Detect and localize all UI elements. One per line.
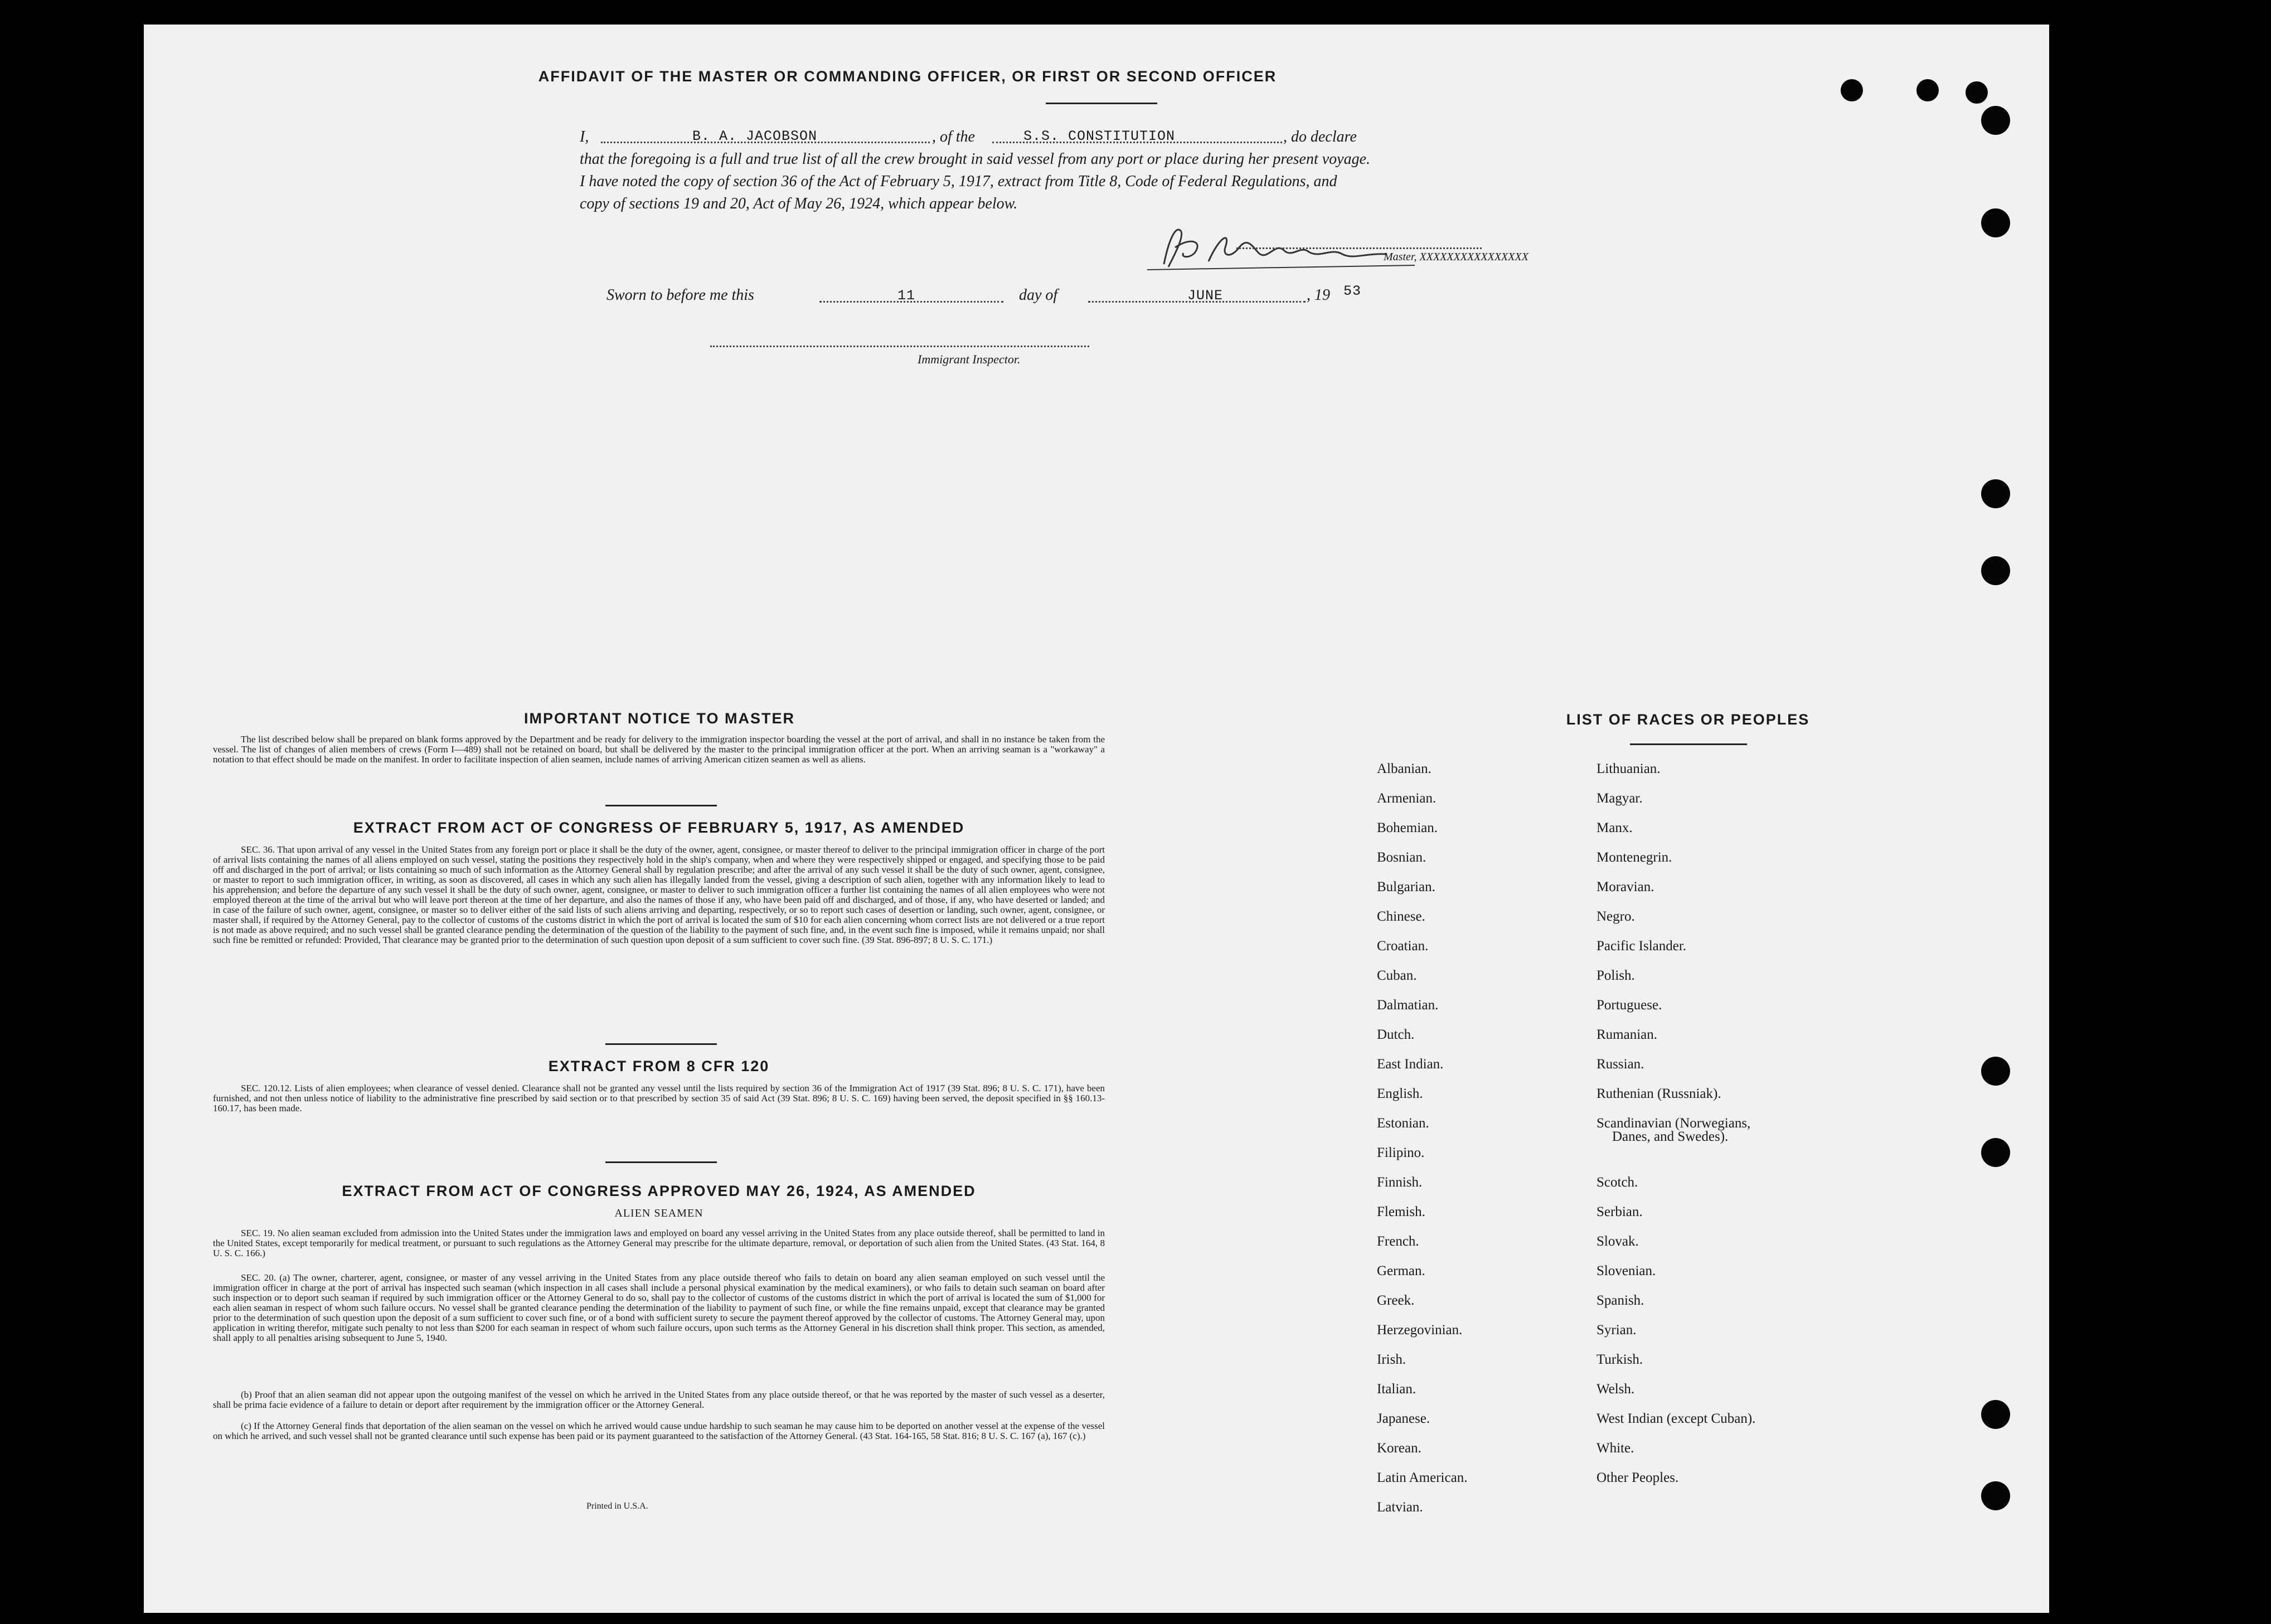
race-item: Polish. xyxy=(1597,968,1635,983)
of-the-label: , of the xyxy=(932,128,975,145)
race-item: Herzegovinian. xyxy=(1377,1322,1463,1338)
notice-body: The list described below shall be prepared on blank forms approved by the Department and be ready for delivery to the immigration inspector boarding the vessel at the port of arrival, and shall in no instance be taken from the vessel. The list of changes of alien members of crews (Form I—489) shall not be retained on board, but shall be delivered by the master to the principal immigration officer at the port. When an arriving seaman is a "workaway" a notation to that effect should be made on the manifest. In order to facilitate inspection of alien seamen, include names of arriving American citizen seamen as well as aliens. xyxy=(213,734,1105,765)
race-item: Turkish. xyxy=(1597,1352,1643,1367)
race-item: Slovenian. xyxy=(1597,1263,1656,1278)
year-prefix: , 19 xyxy=(1307,286,1330,304)
race-item: Chinese. xyxy=(1377,909,1425,924)
race-item: Finnish. xyxy=(1377,1175,1423,1190)
sworn-day-field: 11 xyxy=(897,288,916,304)
punch-hole xyxy=(1916,79,1939,101)
race-item: Portuguese. xyxy=(1597,998,1662,1013)
signature-dotted-line xyxy=(1236,247,1482,249)
race-item: Welsh. xyxy=(1597,1382,1635,1397)
race-item: Moravian. xyxy=(1597,879,1654,894)
extract-1924-sec20a: SEC. 20. (a) The owner, charterer, agent, consignee, or master of any vessel arriving in the United States from any place outside thereof who fails to detain on board any alien seaman employed on such vessel until the immigration officer in charge at the port of arrival has inspected such seaman (which inspection in all cases shall include a personal physical examination by the medical examiners), or who fails to detain such seaman on board after such inspection or to deport such seaman if required by such immigration officer or the Attorney General to do so, shall pay to the collector of customs of the customs district in which the port of arrival is located the sum of $1,000 for each alien seaman in respect of whom such failure occurs. No vessel shall be granted clearance pending the determination of the liability to payment of such fine, or while the fine remains unpaid, except that clearance may be granted prior to the determination of such question upon the deposit of a sum sufficient to cover such fine, or of a bond with sufficient surety to secure the payment thereof approved by the collector of customs. The Attorney General may, upon application in writing therefor, mitigate such penalty to not less than $200 for each seaman in respect of whom such failure occurs, upon such terms as the Attorney General in his discretion shall think proper. This section, as amended, shall apply to all penalties arising subsequent to June 5, 1940. xyxy=(213,1272,1105,1343)
section-rule xyxy=(605,805,717,806)
extract-1917-body: SEC. 36. That upon arrival of any vessel in the United States from any foreign port or place it shall be the duty of the owner, agent, consignee, or master thereof to deliver to the principal immigration officer in charge of the port of arrival lists containing the names of all aliens employed on such vessel, stating the positions they respectively hold in the ship's company, when and where they were respectively shipped or engaged, and specifying those to be paid off and discharged in the port of arrival; or lists containing so much of such information as the Attorney General shall by regulation prescribe; and after the arrival of any such vessel it shall be the duty of such owner, agent, consignee, or master to report to such immigration officer, in writing, as soon as discovered, all cases in which any such alien has illegally landed from the vessel, giving a description of such alien, together with any information likely to lead to his apprehension; and before the departure of any such vessel it shall be the duty of such owner, agent, consignee, or master to deliver to such immigration officer a further list containing the names of all alien employees who were not employed thereon at the time of the arrival but who will leave port thereon at the time of her departure, and also the names of those if any, who have been paid off and discharged, and of those, if any, who have deserted or landed; and in case of the failure of such owner, agent, consignee, or master so to deliver either of the said lists of such aliens arriving and departing, respectively, or so to report such cases of desertion or landing, such owner, agent, consignee, or master shall, if required by the Attorney General, pay to the collector of customs of the customs district in which the port of arrival is located the sum of $10 for each alien concerning whom correct lists are not delivered or a true report is not made as above required; and no such vessel shall be granted clearance pending the determination of the question of the liability to the payment of such fine, and, in the event such fine is imposed, while it remains unpaid; nor shall such fine be remitted or refunded: Provided, That clearance may be granted prior to the determination of such question upon deposit of a sum sufficient to cover such fine. (39 Stat. 896-897; 8 U. S. C. 171.) xyxy=(213,844,1105,945)
punch-hole xyxy=(1981,479,2010,508)
extract-1924-sec20b: (b) Proof that an alien seaman did not appear upon the outgoing manifest of the vessel on which he arrived in the United States from any place outside thereof, or that he was reported by the master of such vessel as a deserter, shall be prima facie evidence of a failure to detain or deport after requirement by the immigration officer or the Attorney General. xyxy=(213,1389,1105,1410)
sworn-year-field: 53 xyxy=(1343,283,1362,299)
race-item: Pacific Islander. xyxy=(1597,939,1687,954)
race-item: Ruthenian (Russniak). xyxy=(1597,1086,1721,1101)
race-item: Scotch. xyxy=(1597,1175,1638,1190)
race-item: East Indian. xyxy=(1377,1057,1444,1072)
extract-1917-title: EXTRACT FROM ACT OF CONGRESS OF FEBRUARY 5, 1917, AS AMENDED xyxy=(353,819,965,836)
race-item: Bosnian. xyxy=(1377,850,1426,865)
race-item: Cuban. xyxy=(1377,968,1417,983)
race-item: Irish. xyxy=(1377,1352,1406,1367)
race-item: Serbian. xyxy=(1597,1204,1643,1219)
race-item: Slovak. xyxy=(1597,1234,1639,1249)
section-rule xyxy=(605,1161,717,1163)
race-item: Manx. xyxy=(1597,820,1633,835)
affidavit-line-4: copy of sections 19 and 20, Act of May 26, 1924, which appear below. xyxy=(580,195,1018,212)
race-item: Dalmatian. xyxy=(1377,998,1439,1013)
punch-hole xyxy=(1981,1481,2010,1510)
race-item: Latin American. xyxy=(1377,1470,1468,1485)
race-item: Other Peoples. xyxy=(1597,1470,1679,1485)
punch-hole xyxy=(1981,1138,2010,1167)
punch-hole xyxy=(1981,1057,2010,1086)
extract-1924-title: EXTRACT FROM ACT OF CONGRESS APPROVED MAY 26, 1924, AS AMENDED xyxy=(342,1183,976,1199)
inspector-label: Immigrant Inspector. xyxy=(918,352,1021,366)
race-item: Armenian. xyxy=(1377,791,1437,806)
punch-hole xyxy=(1981,106,2010,135)
race-item: Greek. xyxy=(1377,1293,1415,1308)
race-item: Filipino. xyxy=(1377,1145,1425,1160)
extract-1924-sec20c: (c) If the Attorney General finds that deportation of the alien seaman on the vessel on which he arrived would cause undue hardship to such seaman he may cause him to be deported on another vessel at the expense of the vessel on which he arrived, and such vessel shall not be granted clearance until such expense has been paid or its payment guaranteed to the satisfaction of the Attorney General. (43 Stat. 164-165, 58 Stat. 816; 8 U. S. C. 167 (a), 167 (c).) xyxy=(213,1421,1105,1441)
race-item: Lithuanian. xyxy=(1597,761,1661,776)
extract-cfr-title: EXTRACT FROM 8 CFR 120 xyxy=(548,1058,770,1074)
sworn-label: Sworn to before me this xyxy=(606,286,754,304)
race-item: Montenegrin. xyxy=(1597,850,1672,865)
race-item: White. xyxy=(1597,1441,1634,1456)
document-page xyxy=(144,25,2049,1613)
race-item: Syrian. xyxy=(1597,1322,1637,1338)
sworn-month-field: JUNE xyxy=(1187,288,1224,304)
races-rule xyxy=(1630,743,1747,745)
affidavit-line-2: that the foregoing is a full and true list of all the crew brought in said vessel from any port or place during her present voyage. xyxy=(580,150,1371,168)
affidavit-title: AFFIDAVIT OF THE MASTER OR COMMANDING OFFICER, OR FIRST OR SECOND OFFICER xyxy=(538,68,1277,85)
race-item: Bulgarian. xyxy=(1377,879,1435,894)
race-item: West Indian (except Cuban). xyxy=(1597,1411,1756,1426)
race-item: Russian. xyxy=(1597,1057,1644,1072)
race-item: Negro. xyxy=(1597,909,1635,924)
race-item: Croatian. xyxy=(1377,939,1429,954)
race-item: Japanese. xyxy=(1377,1411,1430,1426)
master-name-field: B. A. JACOBSON xyxy=(692,128,818,144)
title-rule xyxy=(1046,103,1157,104)
race-item: Estonian. xyxy=(1377,1116,1429,1131)
race-item: German. xyxy=(1377,1263,1425,1278)
race-item: Danes, and Swedes). xyxy=(1612,1129,1729,1144)
race-item: Bohemian. xyxy=(1377,820,1438,835)
extract-cfr-body: SEC. 120.12. Lists of alien employees; when clearance of vessel denied. Clearance shall not be granted any vessel until the lists required by section 36 of the Immigration Act of 1917 (39 Stat. 896; 8 U. S. C. 171), have been furnished, and not then unless notice of liability to the administrative fine prescribed by said section or to that prescribed by section 35 of said Act (39 Stat. 896; 8 U. S. C. 169) having been served, the deposit specified in §§ 160.13-160.17, has been made. xyxy=(213,1083,1105,1114)
race-item: Magyar. xyxy=(1597,791,1643,806)
race-item: Dutch. xyxy=(1377,1027,1415,1042)
punch-hole xyxy=(1981,208,2010,237)
race-item: Korean. xyxy=(1377,1441,1421,1456)
section-rule xyxy=(605,1043,717,1045)
punch-hole xyxy=(1981,1400,2010,1429)
do-declare-label: , do declare xyxy=(1283,128,1357,145)
race-item: Latvian. xyxy=(1377,1500,1423,1515)
punch-hole xyxy=(1966,81,1988,104)
printed-in-usa: Printed in U.S.A. xyxy=(586,1501,648,1511)
race-item: Rumanian. xyxy=(1597,1027,1658,1042)
races-title: LIST OF RACES OR PEOPLES xyxy=(1566,711,1810,728)
inspector-signature-line xyxy=(710,346,1089,347)
punch-hole xyxy=(1841,79,1863,101)
notice-title: IMPORTANT NOTICE TO MASTER xyxy=(524,710,795,727)
race-item: Italian. xyxy=(1377,1382,1416,1397)
race-item: English. xyxy=(1377,1086,1423,1101)
race-item: Spanish. xyxy=(1597,1293,1644,1308)
race-item: Scandinavian (Norwegians, xyxy=(1597,1116,1751,1131)
extract-1924-sec19: SEC. 19. No alien seaman excluded from admission into the United States under the immigration laws and employed on board any vessel arriving in the United States from any place outside thereof, shall be permitted to land in the United States, except temporarily for medical treatment, or pursuant to such regulations as the Attorney General may prescribe for the ultimate departure, removal, or deportation of such alien from the United States. (43 Stat. 164, 8 U. S. C. 166.) xyxy=(213,1228,1105,1258)
vessel-name-field: S.S. CONSTITUTION xyxy=(1023,128,1176,144)
alien-seamen-subtitle: ALIEN SEAMEN xyxy=(614,1207,703,1219)
punch-hole xyxy=(1981,556,2010,585)
day-of-label: day of xyxy=(1019,286,1058,304)
race-item: French. xyxy=(1377,1234,1419,1249)
master-caption: Master, XXXXXXXXXXXXXXXX xyxy=(1384,251,1528,263)
affidavit-i-label: I, xyxy=(580,128,589,145)
race-item: Flemish. xyxy=(1377,1204,1425,1219)
affidavit-line-3: I have noted the copy of section 36 of the Act of February 5, 1917, extract from Title 8, Code of Federal Regulations, and xyxy=(580,173,1337,190)
race-item: Albanian. xyxy=(1377,761,1431,776)
